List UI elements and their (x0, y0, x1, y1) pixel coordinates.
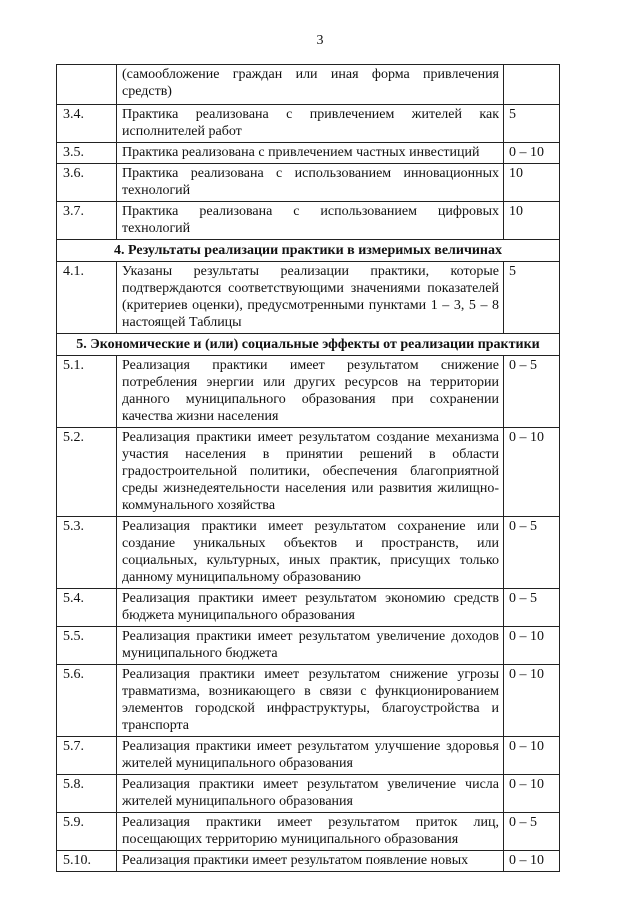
table-row (57, 737, 560, 775)
table-row (57, 428, 560, 517)
item-number: 5.6. (57, 665, 117, 737)
table-row (57, 143, 560, 164)
item-score: 10 (504, 202, 560, 240)
item-score: 0 – 10 (504, 143, 560, 164)
item-number: 3.5. (57, 143, 117, 164)
item-score: 0 – 10 (504, 775, 560, 813)
table-row (57, 105, 560, 143)
item-number (57, 65, 117, 105)
item-number: 5.1. (57, 356, 117, 428)
section-heading: 4. Результаты реализации практики в измеримых величинах (57, 240, 560, 262)
table-row (57, 851, 560, 872)
item-text: Практика реализована с привлечением частных инвестиций (117, 143, 504, 164)
table-row (57, 589, 560, 627)
item-number: 4.1. (57, 262, 117, 334)
item-score (504, 65, 560, 105)
section-header-row (57, 240, 560, 262)
criteria-table (56, 64, 560, 872)
item-number: 3.6. (57, 164, 117, 202)
section-heading: 5. Экономические и (или) социальные эффекты от реализации практики (57, 334, 560, 356)
table-row (57, 627, 560, 665)
item-text: Реализация практики имеет результатом создание механизма участия населения в принятии решений в области градостроительной политики, обеспечения благоприятной среды жизнедеятельности населения или развития жилищно-коммунального хозяйства (117, 428, 504, 517)
item-number: 5.8. (57, 775, 117, 813)
item-text: (самообложение граждан или иная форма привлечения средств) (117, 65, 504, 105)
item-score: 0 – 10 (504, 627, 560, 665)
table-row (57, 202, 560, 240)
criteria-table-body (57, 65, 560, 872)
item-number: 5.3. (57, 517, 117, 589)
item-number: 5.4. (57, 589, 117, 627)
item-text: Реализация практики имеет результатом увеличение числа жителей муниципального образования (117, 775, 504, 813)
item-text: Реализация практики имеет результатом сохранение или создание уникальных объектов и пространств, или социальных, культурных, иных практик, присущих только данному муниципальному образованию (117, 517, 504, 589)
item-score: 0 – 10 (504, 851, 560, 872)
item-number: 5.10. (57, 851, 117, 872)
item-text: Реализация практики имеет результатом улучшение здоровья жителей муниципального образования (117, 737, 504, 775)
item-text: Реализация практики имеет результатом приток лиц, посещающих территорию муниципального образования (117, 813, 504, 851)
item-score: 0 – 5 (504, 356, 560, 428)
item-score: 5 (504, 105, 560, 143)
item-score: 5 (504, 262, 560, 334)
item-number: 5.2. (57, 428, 117, 517)
item-score: 0 – 10 (504, 665, 560, 737)
item-number: 3.4. (57, 105, 117, 143)
item-text: Реализация практики имеет результатом снижение угрозы травматизма, возникающего в связи с функционированием элементов городской инфраструктуры, благоустройства и транспорта (117, 665, 504, 737)
table-row (57, 775, 560, 813)
item-score: 10 (504, 164, 560, 202)
item-text: Реализация практики имеет результатом экономию средств бюджета муниципального образования (117, 589, 504, 627)
item-score: 0 – 5 (504, 813, 560, 851)
item-score: 0 – 5 (504, 517, 560, 589)
item-number: 5.5. (57, 627, 117, 665)
item-text: Реализация практики имеет результатом увеличение доходов муниципального бюджета (117, 627, 504, 665)
table-row (57, 517, 560, 589)
section-header-row (57, 334, 560, 356)
item-number: 5.9. (57, 813, 117, 851)
item-number: 3.7. (57, 202, 117, 240)
table-row (57, 356, 560, 428)
item-score: 0 – 10 (504, 737, 560, 775)
table-row (57, 65, 560, 105)
item-score: 0 – 5 (504, 589, 560, 627)
item-text: Реализация практики имеет результатом снижение потребления энергии или других ресурсов на территории данного муниципального образования при сохранении качества жизни населения (117, 356, 504, 428)
item-text: Практика реализована с использованием цифровых технологий (117, 202, 504, 240)
table-row (57, 665, 560, 737)
table-row (57, 262, 560, 334)
item-score: 0 – 10 (504, 428, 560, 517)
item-number: 5.7. (57, 737, 117, 775)
item-text: Практика реализована с использованием инновационных технологий (117, 164, 504, 202)
table-row (57, 813, 560, 851)
table-row (57, 164, 560, 202)
item-text: Практика реализована с привлечением жителей как исполнителей работ (117, 105, 504, 143)
page-number: 3 (316, 33, 324, 48)
item-text: Указаны результаты реализации практики, которые подтверждаются соответствующими значениями показателей (критериев оценки), предусмотренными пунктами 1 – 3, 5 – 8 настоящей Таблицы (117, 262, 504, 334)
item-text: Реализация практики имеет результатом появление новых (117, 851, 504, 872)
